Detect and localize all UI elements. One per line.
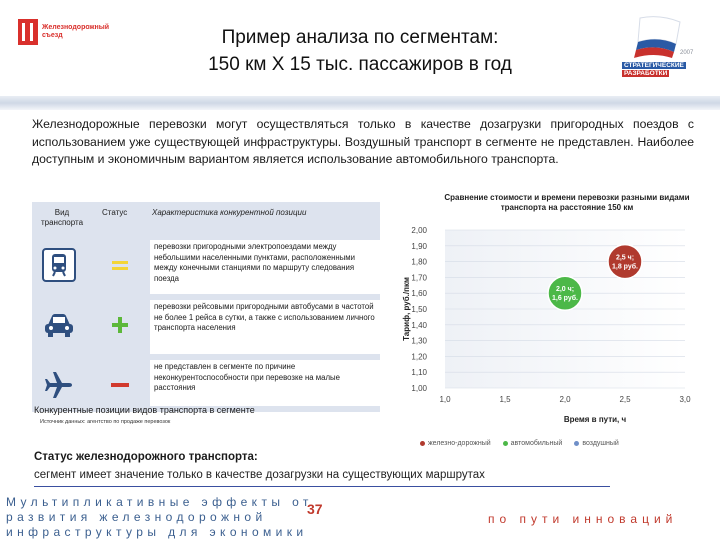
logo-left-text: Железнодорожный съезд — [42, 24, 110, 39]
status-underline — [34, 486, 610, 487]
logo-year: 2007 — [680, 50, 694, 56]
rail-description: перевозки пригородными электропоездами между небольшими населенными пунктами, расположенными между конечными станциями по маршруту следования поезда — [150, 240, 380, 294]
page-number: 37 — [307, 501, 323, 517]
air-description: не представлен в сегменте по причине неконкурентоспособности при перевозке на малые расстояния — [150, 360, 380, 406]
plane-icon — [36, 362, 82, 408]
y-axis-label: Тариф, руб./пкм — [402, 277, 411, 341]
legend-dot-rail — [420, 441, 425, 446]
legend-label-rail: железно-дорожный — [428, 440, 491, 447]
logo-right — [620, 14, 700, 76]
header-mode: Вид транспорта — [40, 208, 84, 227]
header-band — [0, 96, 720, 110]
legend-label-auto: автомобильный — [510, 440, 563, 447]
data-label: 2,5 ч; — [615, 254, 635, 262]
y-tick-label: 2,00 — [411, 226, 427, 235]
footer-left-line-2: развития железнодорожной — [6, 510, 267, 524]
cost-time-chart — [395, 222, 705, 437]
footer-right: по пути инноваций — [488, 512, 678, 526]
competitive-position-table — [32, 202, 380, 412]
y-tick-label: 1,80 — [411, 257, 427, 267]
footer-left-line-3: инфраструктуры для экономики — [6, 525, 308, 539]
title-line-2: 150 км X 15 тыс. пассажиров в год — [208, 54, 512, 75]
table-row-auto — [32, 298, 380, 356]
x-tick-label: 2,0 — [559, 395, 571, 404]
flag-sail-icon — [630, 14, 696, 60]
status-title: Статус железнодорожного транспорта: — [34, 451, 258, 463]
status-equal-icon — [100, 242, 140, 288]
status-plus-icon — [100, 302, 140, 348]
slide-title — [150, 24, 570, 78]
logo-right-line-2: РАЗРАБОТКИ — [624, 70, 668, 77]
legend-item-auto — [503, 440, 563, 447]
table-row-air — [32, 358, 380, 408]
car-icon — [36, 302, 82, 348]
y-tick-label: 1,30 — [411, 336, 427, 346]
data-label: 1,8 руб. — [611, 263, 639, 271]
data-label: 1,6 руб. — [551, 295, 579, 303]
header-characteristic: Характеристика конкурентной позиции — [152, 208, 307, 217]
chart-legend — [420, 440, 619, 447]
table-row-rail — [32, 238, 380, 296]
y-tick-label: 1,40 — [411, 320, 427, 330]
y-tick-label: 1,70 — [411, 273, 427, 283]
x-tick-label: 2,5 — [619, 395, 631, 404]
x-tick-label: 1,0 — [439, 395, 451, 404]
y-tick-label: 1,00 — [411, 384, 427, 393]
y-tick-label: 1,20 — [411, 352, 427, 362]
title-line-1: Пример анализа по сегментам: — [221, 27, 499, 48]
x-tick-label: 1,5 — [499, 395, 511, 404]
x-tick-label: 3,0 — [679, 395, 691, 404]
y-tick-label: 1,10 — [411, 368, 427, 378]
x-axis-label: Время в пути, ч — [563, 415, 627, 424]
footer-left — [6, 495, 313, 540]
logo-right-line-1: СТРАТЕГИЧЕСКИЕ — [624, 62, 684, 69]
legend-label-air: воздушный — [582, 440, 619, 447]
y-tick-label: 1,50 — [411, 305, 427, 314]
legend-item-rail — [420, 440, 491, 447]
legend-item-air — [574, 440, 619, 447]
table-header — [32, 202, 380, 234]
logo-right-text — [622, 62, 702, 78]
status-minus-icon — [100, 362, 140, 408]
y-tick-label: 1,60 — [411, 289, 427, 299]
legend-dot-auto — [503, 441, 508, 446]
train-icon — [36, 242, 82, 288]
y-tick-label: 1,90 — [411, 241, 427, 251]
table-caption: Конкурентные позиции видов транспорта в сегменте — [34, 405, 255, 415]
logo-left — [18, 16, 108, 48]
status-text: сегмент имеет значение только в качестве дозагрузки на существующих маршрутах — [34, 469, 485, 481]
footer-left-line-1: Мультипликативные эффекты от — [6, 495, 313, 509]
table-source: Источник данных: агентство по продаже перевозок — [40, 419, 171, 425]
intro-paragraph: Железнодорожные перевозки могут осуществляться только в качестве дозагрузки пригородных поездов с использованием уже существующей инфраструктуры. Воздушный транспорт в сегменте не представлен. Наиболее доступным и экономичным вариантом является использование автомобильного транспорта. — [32, 117, 694, 166]
legend-dot-air — [574, 441, 579, 446]
header-status: Статус — [102, 208, 128, 217]
chart-title: Сравнение стоимости и времени перевозки разными видами транспорта на расстояние 150 км — [444, 193, 690, 212]
auto-description: перевозки рейсовыми пригородными автобусами в частотой не более 1 рейса в сутки, а также с использованием личного транспорта населения — [150, 300, 380, 354]
data-label: 2,0 ч; — [555, 286, 575, 294]
railway-logo-icon — [18, 19, 38, 45]
